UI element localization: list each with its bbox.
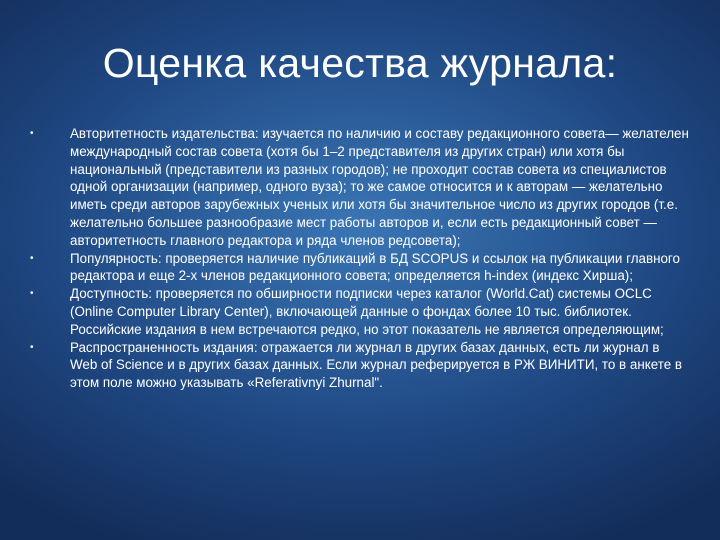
bullet-text: Распространенность издания: отражается ли журнал в других базах данных, есть ли журнал в Web of Science и в других базах данных. Если журнал реферируется в РЖ ВИНИТИ, то в анкете в этом поле можно указывать «Referativnyi Zhurnal". [70, 339, 682, 391]
bullet-text: Популярность: проверяется наличие публикаций в БД SCOPUS и ссылок на публикации главного редактора и еще 2-х членов редакционного совета; определяется h-index (индекс Хирша); [70, 250, 680, 284]
bullet-item-accessibility [30, 285, 690, 338]
bullet-dot-icon: • [30, 128, 34, 139]
bullet-item-authority [30, 125, 690, 250]
slide-title: Оценка качества журнала: [102, 40, 618, 86]
bullet-text: Авторитетность издательства: изучается по наличию и составу редакционного совета— желателен международный состав совета (хотя бы 1–2 представителя из других стран) или хотя бы национальный (представители из разных городов); не проходит состав совета из специалистов одной организации (например, одного вуза); то же самое относится и к авторам — желательно иметь среди авторов зарубежных ученых или хотя бы значительное число из других городов (т.е. желательно большее разнообразие мест работы авторов и, если есть редакционный совет — авторитетность главного редактора и ряда членов редсовета); [70, 126, 689, 248]
bullet-list [30, 125, 690, 392]
bullet-item-distribution [30, 339, 690, 392]
bullet-dot-icon: • [30, 341, 34, 353]
bullet-text: Доступность: проверяется по обширности подписки через каталог (World.Cat) системы OCLC (Online Computer Library Center), включающей данные о фондах более 10 тыс. библиотек. Российские издания в нем встречаются редко, но этот показатель не является определяющим; [70, 286, 664, 337]
bullet-dot-icon: • [30, 288, 34, 300]
bullet-item-popularity [30, 250, 690, 286]
bullet-dot-icon: • [30, 252, 34, 264]
